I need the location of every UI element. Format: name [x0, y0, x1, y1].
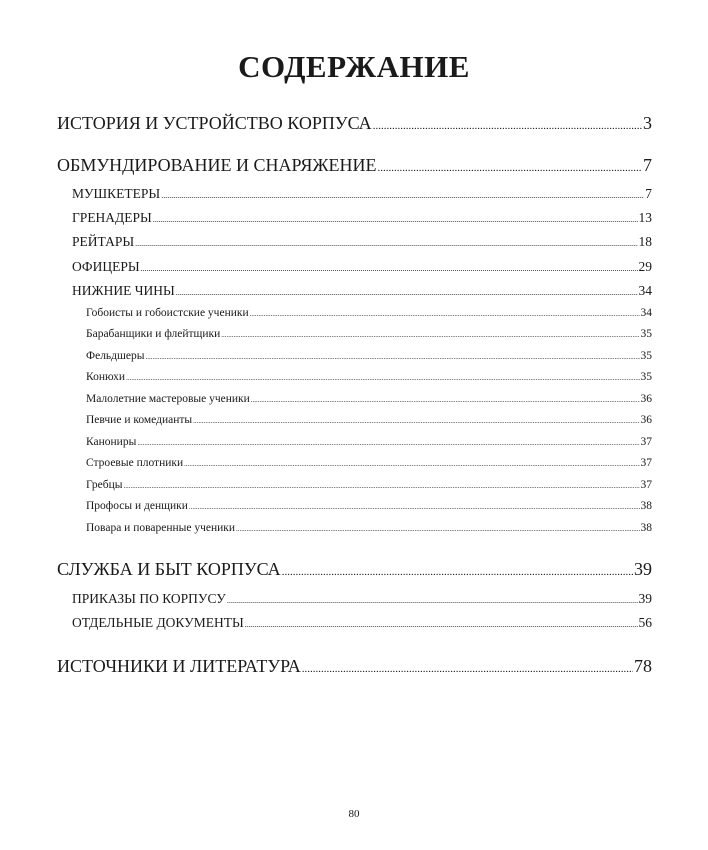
toc-leader-dots — [245, 620, 638, 629]
toc-entry-rowers[interactable] — [86, 479, 652, 491]
toc-entry-page: 39 — [634, 559, 652, 579]
toc-entry-sources[interactable] — [57, 656, 652, 677]
toc-entry-page: 39 — [638, 591, 652, 606]
toc-entry-label: Певчие и комедианты — [86, 414, 193, 426]
toc-entry-page: 78 — [634, 656, 652, 676]
toc-entry-label: РЕЙТАРЫ — [72, 234, 135, 249]
toc-entry-label: ПРИКАЗЫ ПО КОРПУСУ — [72, 591, 226, 606]
toc-entry-label: ОТДЕЛЬНЫЕ ДОКУМЕНТЫ — [72, 615, 244, 630]
toc-leader-dots — [227, 596, 638, 605]
toc-entry-label: Гобоисты и гобоистские ученики — [86, 307, 249, 319]
toc-leader-dots — [221, 331, 639, 339]
toc-entry-cooks[interactable] — [86, 522, 652, 534]
toc-leader-dots — [302, 663, 633, 675]
toc-entry-label: Гребцы — [86, 479, 123, 491]
toc-entry-page: 35 — [640, 350, 652, 362]
toc-entry-label: НИЖНИЕ ЧИНЫ — [72, 283, 175, 298]
toc-entry-label: ГРЕНАДЕРЫ — [72, 210, 152, 225]
toc-leader-dots — [137, 439, 639, 447]
toc-entry-label: Канониры — [86, 436, 137, 448]
toc-leader-dots — [161, 191, 644, 200]
toc-entry-label: ИСТОЧНИКИ И ЛИТЕРАТУРА — [57, 656, 301, 676]
toc-entry-page: 18 — [638, 234, 652, 249]
toc-entry-oboists[interactable] — [86, 307, 652, 319]
toc-entry-officers[interactable] — [72, 259, 652, 275]
toc-entry-carpenters[interactable] — [86, 457, 652, 469]
toc-entry-page: 37 — [640, 457, 652, 469]
toc-leader-dots — [135, 239, 637, 248]
toc-leader-dots — [193, 417, 639, 425]
toc-entry-label: МУШКЕТЕРЫ — [72, 186, 161, 201]
toc-entry-medics[interactable] — [86, 350, 652, 362]
toc-entry-gunners[interactable] — [86, 436, 652, 448]
toc-entry-page: 34 — [638, 283, 652, 298]
toc-leader-dots — [373, 120, 642, 132]
toc-leader-dots — [189, 503, 640, 511]
toc-entry-orders[interactable] — [72, 591, 652, 607]
toc-leader-dots — [282, 566, 633, 578]
toc-entry-page: 56 — [638, 615, 652, 630]
page-number: 80 — [348, 808, 360, 820]
toc-entry-reiters[interactable] — [72, 234, 652, 250]
toc-entry-page: 3 — [643, 113, 652, 133]
toc-entry-label: Конюхи — [86, 371, 126, 383]
toc-entry-page: 37 — [640, 436, 652, 448]
toc-leader-dots — [250, 310, 640, 318]
toc-leader-dots — [176, 288, 638, 297]
toc-entry-label: Фельдшеры — [86, 350, 145, 362]
toc-leader-dots — [124, 482, 640, 490]
toc-entry-page: 36 — [640, 414, 652, 426]
page-title: СОДЕРЖАНИЕ — [238, 49, 470, 84]
toc-entry-apprentices[interactable] — [86, 393, 652, 405]
toc-leader-dots — [236, 525, 639, 533]
toc-entry-page: 35 — [640, 371, 652, 383]
toc-leader-dots — [141, 264, 638, 273]
toc-leader-dots — [377, 162, 642, 174]
toc-leader-dots — [153, 215, 638, 224]
toc-entry-page: 7 — [643, 155, 652, 175]
toc-entry-musketeers[interactable] — [72, 186, 652, 202]
toc-entry-label: ОФИЦЕРЫ — [72, 259, 140, 274]
toc-entry-grenadiers[interactable] — [72, 210, 652, 226]
toc-entry-lower-ranks[interactable] — [72, 283, 652, 299]
toc-entry-page: 37 — [640, 479, 652, 491]
toc-entry-page: 36 — [640, 393, 652, 405]
toc-entry-history[interactable] — [57, 113, 652, 134]
toc-entry-uniforms[interactable] — [57, 155, 652, 176]
toc-entry-page: 7 — [645, 186, 652, 201]
toc-entry-grooms[interactable] — [86, 371, 652, 383]
toc-entry-label: Повара и поваренные ученики — [86, 522, 236, 534]
toc-entry-label: Малолетние мастеровые ученики — [86, 393, 250, 405]
toc-entry-page: 29 — [638, 259, 652, 274]
toc-entry-label: СЛУЖБА И БЫТ КОРПУСА — [57, 559, 281, 579]
toc-entry-label: ОБМУНДИРОВАНИЕ И СНАРЯЖЕНИЕ — [57, 155, 377, 175]
toc-leader-dots — [126, 374, 639, 382]
toc-leader-dots — [145, 353, 639, 361]
toc-entry-label: Строевые плотники — [86, 457, 184, 469]
toc-entry-label: Барабанщики и флейтщики — [86, 328, 221, 340]
toc-entry-singers[interactable] — [86, 414, 652, 426]
toc-entry-page: 35 — [640, 328, 652, 340]
toc-entry-page: 34 — [640, 307, 652, 319]
toc-entry-documents[interactable] — [72, 615, 652, 631]
toc-leader-dots — [184, 460, 639, 468]
toc-entry-page: 38 — [640, 522, 652, 534]
toc-entry-provosts[interactable] — [86, 500, 652, 512]
toc-leader-dots — [251, 396, 640, 404]
toc-entry-page: 13 — [638, 210, 652, 225]
toc-entry-label: Профосы и денщики — [86, 500, 188, 512]
toc-entry-service[interactable] — [57, 559, 652, 580]
toc-entry-page: 38 — [640, 500, 652, 512]
toc-entry-label: ИСТОРИЯ И УСТРОЙСТВО КОРПУСА — [57, 113, 372, 133]
toc-entry-drummers[interactable] — [86, 328, 652, 340]
